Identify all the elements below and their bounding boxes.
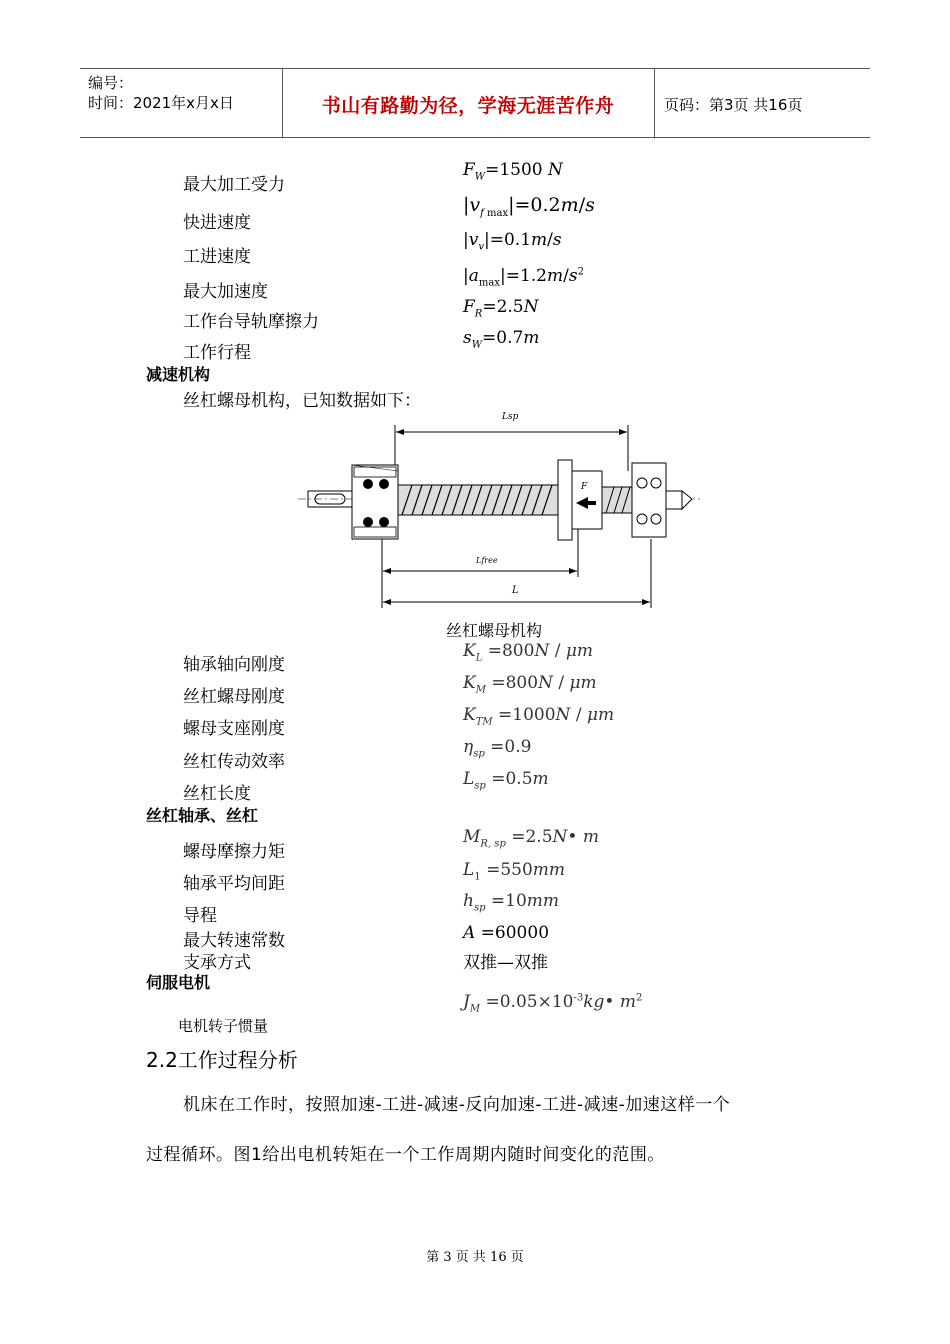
param-label: 最大加速度 <box>183 282 268 302</box>
label-f: F <box>581 482 588 492</box>
param-value: $h_{sp} =10mm$ <box>463 891 560 914</box>
param-label: 快进速度 <box>183 213 251 233</box>
time-label: 时间：2021年x月x日 <box>88 94 234 112</box>
header-divider <box>654 69 655 137</box>
param-label: 丝杠长度 <box>183 784 251 804</box>
param-value: $F_W=1500$ N <box>463 160 563 183</box>
section-heading: 丝杠轴承、丝杠 <box>146 806 259 825</box>
param-value: $|v_v|=0.1m/s$ <box>463 230 562 253</box>
param-label: 轴承平均间距 <box>183 874 285 894</box>
figure-caption: 丝杠螺母机构 <box>446 621 543 640</box>
section-title: 2.2工作过程分析 <box>146 1048 298 1072</box>
param-label: 最大加工受力 <box>183 175 285 195</box>
param-label: 螺母支座刚度 <box>183 719 285 739</box>
param-label: 最大转速常数 <box>183 931 285 951</box>
param-value: 双推—双推 <box>463 953 548 973</box>
param-label: 丝杠传动效率 <box>183 752 285 772</box>
param-label: 工作台导轨摩擦力 <box>183 312 319 332</box>
param-value: $L_1 =550mm$ <box>463 860 566 883</box>
param-label: 轴承轴向刚度 <box>183 655 285 675</box>
param-value: A =60000 <box>463 923 550 943</box>
intro-text: 丝杠螺母机构，已知数据如下： <box>183 391 421 411</box>
section-heading: 减速机构 <box>146 365 211 384</box>
page-info: 页码：第3页 共16页 <box>664 96 803 114</box>
paragraph: 机床在工作时，按照加速-工进-减速-反向加速-工进-减速-加速这样一个 <box>183 1095 731 1115</box>
param-value: $|a_{max}|=1.2m/s^2$ <box>463 266 584 289</box>
param-value: $s_W=0.7m$ <box>463 328 540 351</box>
param-value: $M_{R, sp}$ =2.5N• m <box>463 827 599 850</box>
param-label: 导程 <box>183 906 217 926</box>
param-value: $K_{TM} =1000N / \mu m$ <box>463 705 615 728</box>
param-value: $\eta_{sp} =0.9$ <box>463 737 532 760</box>
param-value: $K_L =800N / \mu m$ <box>463 641 594 664</box>
param-value: $J_M$ $=0.05\times 10^{-3}kg•$ $m^2$ <box>463 992 643 1015</box>
param-label: 工作行程 <box>183 343 251 363</box>
header-table <box>80 68 870 138</box>
param-label: 电机转子惯量 <box>178 1017 269 1035</box>
label-l: L <box>512 585 519 596</box>
label-lfree: Lfree <box>476 556 498 565</box>
param-label: 螺母摩擦力矩 <box>183 842 285 862</box>
param-label: 支承方式 <box>183 953 251 973</box>
param-value: $|v_{f max}|=0.2m/s$ <box>463 194 595 219</box>
page-footer: 第 3 页 共 16 页 <box>426 1250 524 1265</box>
motto: 书山有路勤为径，学海无涯苦作舟 <box>321 95 615 117</box>
ballscrew-figure <box>290 405 710 620</box>
label-lsp: Lsp <box>502 412 519 422</box>
param-value: $L_{sp} =0.5m$ <box>463 769 549 792</box>
number-label: 编号： <box>88 74 134 92</box>
section-heading: 伺服电机 <box>146 973 211 992</box>
param-label: 工进速度 <box>183 247 251 267</box>
header-left <box>88 73 234 113</box>
param-value: $K_M =800N / \mu m$ <box>463 673 597 696</box>
param-label: 丝杠螺母刚度 <box>183 687 285 707</box>
param-value: $F_R=2.5N$ <box>463 297 539 320</box>
paragraph: 过程循环。图1给出电机转矩在一个工作周期内随时间变化的范围。 <box>146 1145 665 1165</box>
